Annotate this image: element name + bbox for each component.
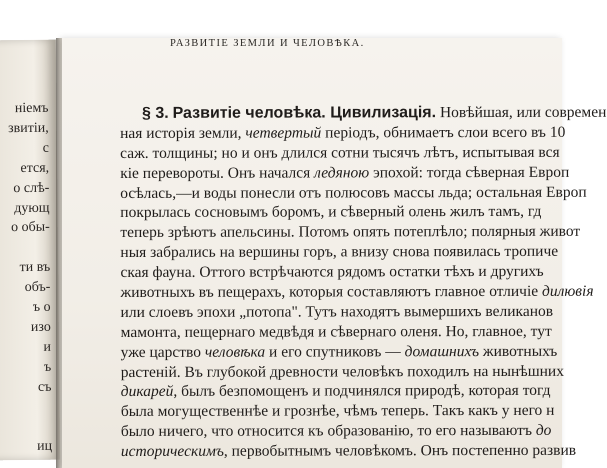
text-line-7 xyxy=(120,222,590,243)
left-page-line: и xyxy=(43,341,51,355)
text-line-8 xyxy=(120,242,590,263)
line-text: или слоевъ эпохи „потопа". Тутъ находятъ вымершихъ великанов xyxy=(121,303,554,321)
left-page-line: о обы- xyxy=(11,221,50,235)
left-page-line: ти въ xyxy=(19,261,50,275)
line-text: животныхъ xyxy=(479,343,557,360)
left-page-line: о слѣ- xyxy=(13,181,49,195)
line-text: была могущественнѣе и грознѣе, чѣмъ теперь. Такъ какъ у него н xyxy=(121,402,555,420)
text-line-2 xyxy=(120,123,590,144)
line-text: саж. толщины; но и онъ длился сотни тысячъ лѣтъ, испытывая вся xyxy=(120,144,560,162)
left-page-line: ъ о xyxy=(33,301,51,315)
line-text: ныя забрались на вершины горъ, а внизу снова появилась тропиче xyxy=(120,243,558,261)
text-line-15 xyxy=(121,381,591,402)
line-text: мамонта, пещернаго медвѣдя и сѣвернаго оленя. Но, главное, тут xyxy=(121,323,552,341)
text-line-3 xyxy=(120,143,590,164)
body-text xyxy=(120,103,591,462)
italic-term: человѣка xyxy=(205,343,265,360)
text-line-14 xyxy=(121,361,591,382)
section-number: § 3. xyxy=(142,105,169,122)
italic-term: дилювія xyxy=(542,283,594,300)
line-text: покрылась сосновымъ боромъ, и сѣверный олень жилъ тамъ, гд xyxy=(120,203,541,221)
line-text: ная исторія земли, xyxy=(120,125,245,142)
text-line-9 xyxy=(120,262,590,283)
line-text: теперь зрѣютъ апельсины. Потомъ опять потеплѣло; полярныя живот xyxy=(120,223,580,241)
section-title xyxy=(173,104,437,122)
line-text: , первобытнымъ человѣкомъ. Онъ постепенно развив xyxy=(224,442,576,460)
text-line-4 xyxy=(120,162,590,183)
text-line-10 xyxy=(120,282,590,303)
line-text: , былъ безпомощенъ и подчинялся природѣ, которая тогд xyxy=(173,382,550,400)
left-page xyxy=(0,40,60,461)
italic-term: домашнихъ xyxy=(405,343,479,360)
text-line-5 xyxy=(120,182,590,203)
line-1-text: Новѣйшая, или современ xyxy=(440,104,606,121)
text-line-1 xyxy=(120,103,590,124)
text-line-16 xyxy=(121,401,591,422)
left-page-line: ніемъ xyxy=(15,102,49,116)
text-line-12 xyxy=(121,322,591,343)
line-text: было ничего, что относится къ образованію, то его называютъ xyxy=(121,422,536,440)
italic-term: дикарей xyxy=(121,383,174,400)
italic-term: ледяною xyxy=(314,164,369,181)
italic-term: до xyxy=(536,422,552,439)
line-text: періодъ, обнимаетъ слои всего въ 10 xyxy=(321,124,565,142)
left-page-line: с xyxy=(43,142,49,156)
left-page-line: звитіи, xyxy=(8,122,49,136)
text-line-17 xyxy=(121,421,591,442)
italic-term: историческимъ xyxy=(121,443,224,460)
line-text: и его спутниковъ — xyxy=(265,343,405,360)
text-line-18 xyxy=(121,441,591,462)
left-page-line: объ- xyxy=(25,281,51,295)
line-text: осѣлась,—и воды понесли отъ полюсовъ массы льда; остальная Европ xyxy=(120,183,586,201)
section-title-text: Развитіе человѣка. Цивилизація. xyxy=(173,104,437,122)
text-line-6 xyxy=(120,202,590,223)
left-page-line: иц xyxy=(37,440,52,454)
left-page-line: ется, xyxy=(20,161,49,175)
left-page-line: съ xyxy=(38,380,52,394)
left-page-line: ъ xyxy=(44,360,51,374)
line-text: уже царство xyxy=(121,343,205,360)
line-text: ская фауна. Оттого встрѣчаются рядомъ остатки тѣхъ и другихъ xyxy=(120,263,543,281)
line-text: эпохой: тогда сѣверная Европ xyxy=(369,163,569,181)
running-head: РАЗВИТІЕ ЗЕМЛИ И ЧЕЛОВѢКА. xyxy=(170,38,365,49)
line-text: животныхъ въ пещерахъ, которыя составляютъ главное отличіе xyxy=(120,283,542,301)
text-line-13 xyxy=(121,341,591,362)
italic-term: четвертый xyxy=(245,124,321,141)
left-page-line: изо xyxy=(31,321,51,335)
line-text: растеній. Въ глубокой древности человѣкъ походилъ на нынѣшних xyxy=(121,362,564,380)
text-line-11 xyxy=(121,302,591,323)
left-page-line: дующ xyxy=(14,201,50,215)
line-text: кіе перевороты. Онъ начался xyxy=(120,164,314,182)
